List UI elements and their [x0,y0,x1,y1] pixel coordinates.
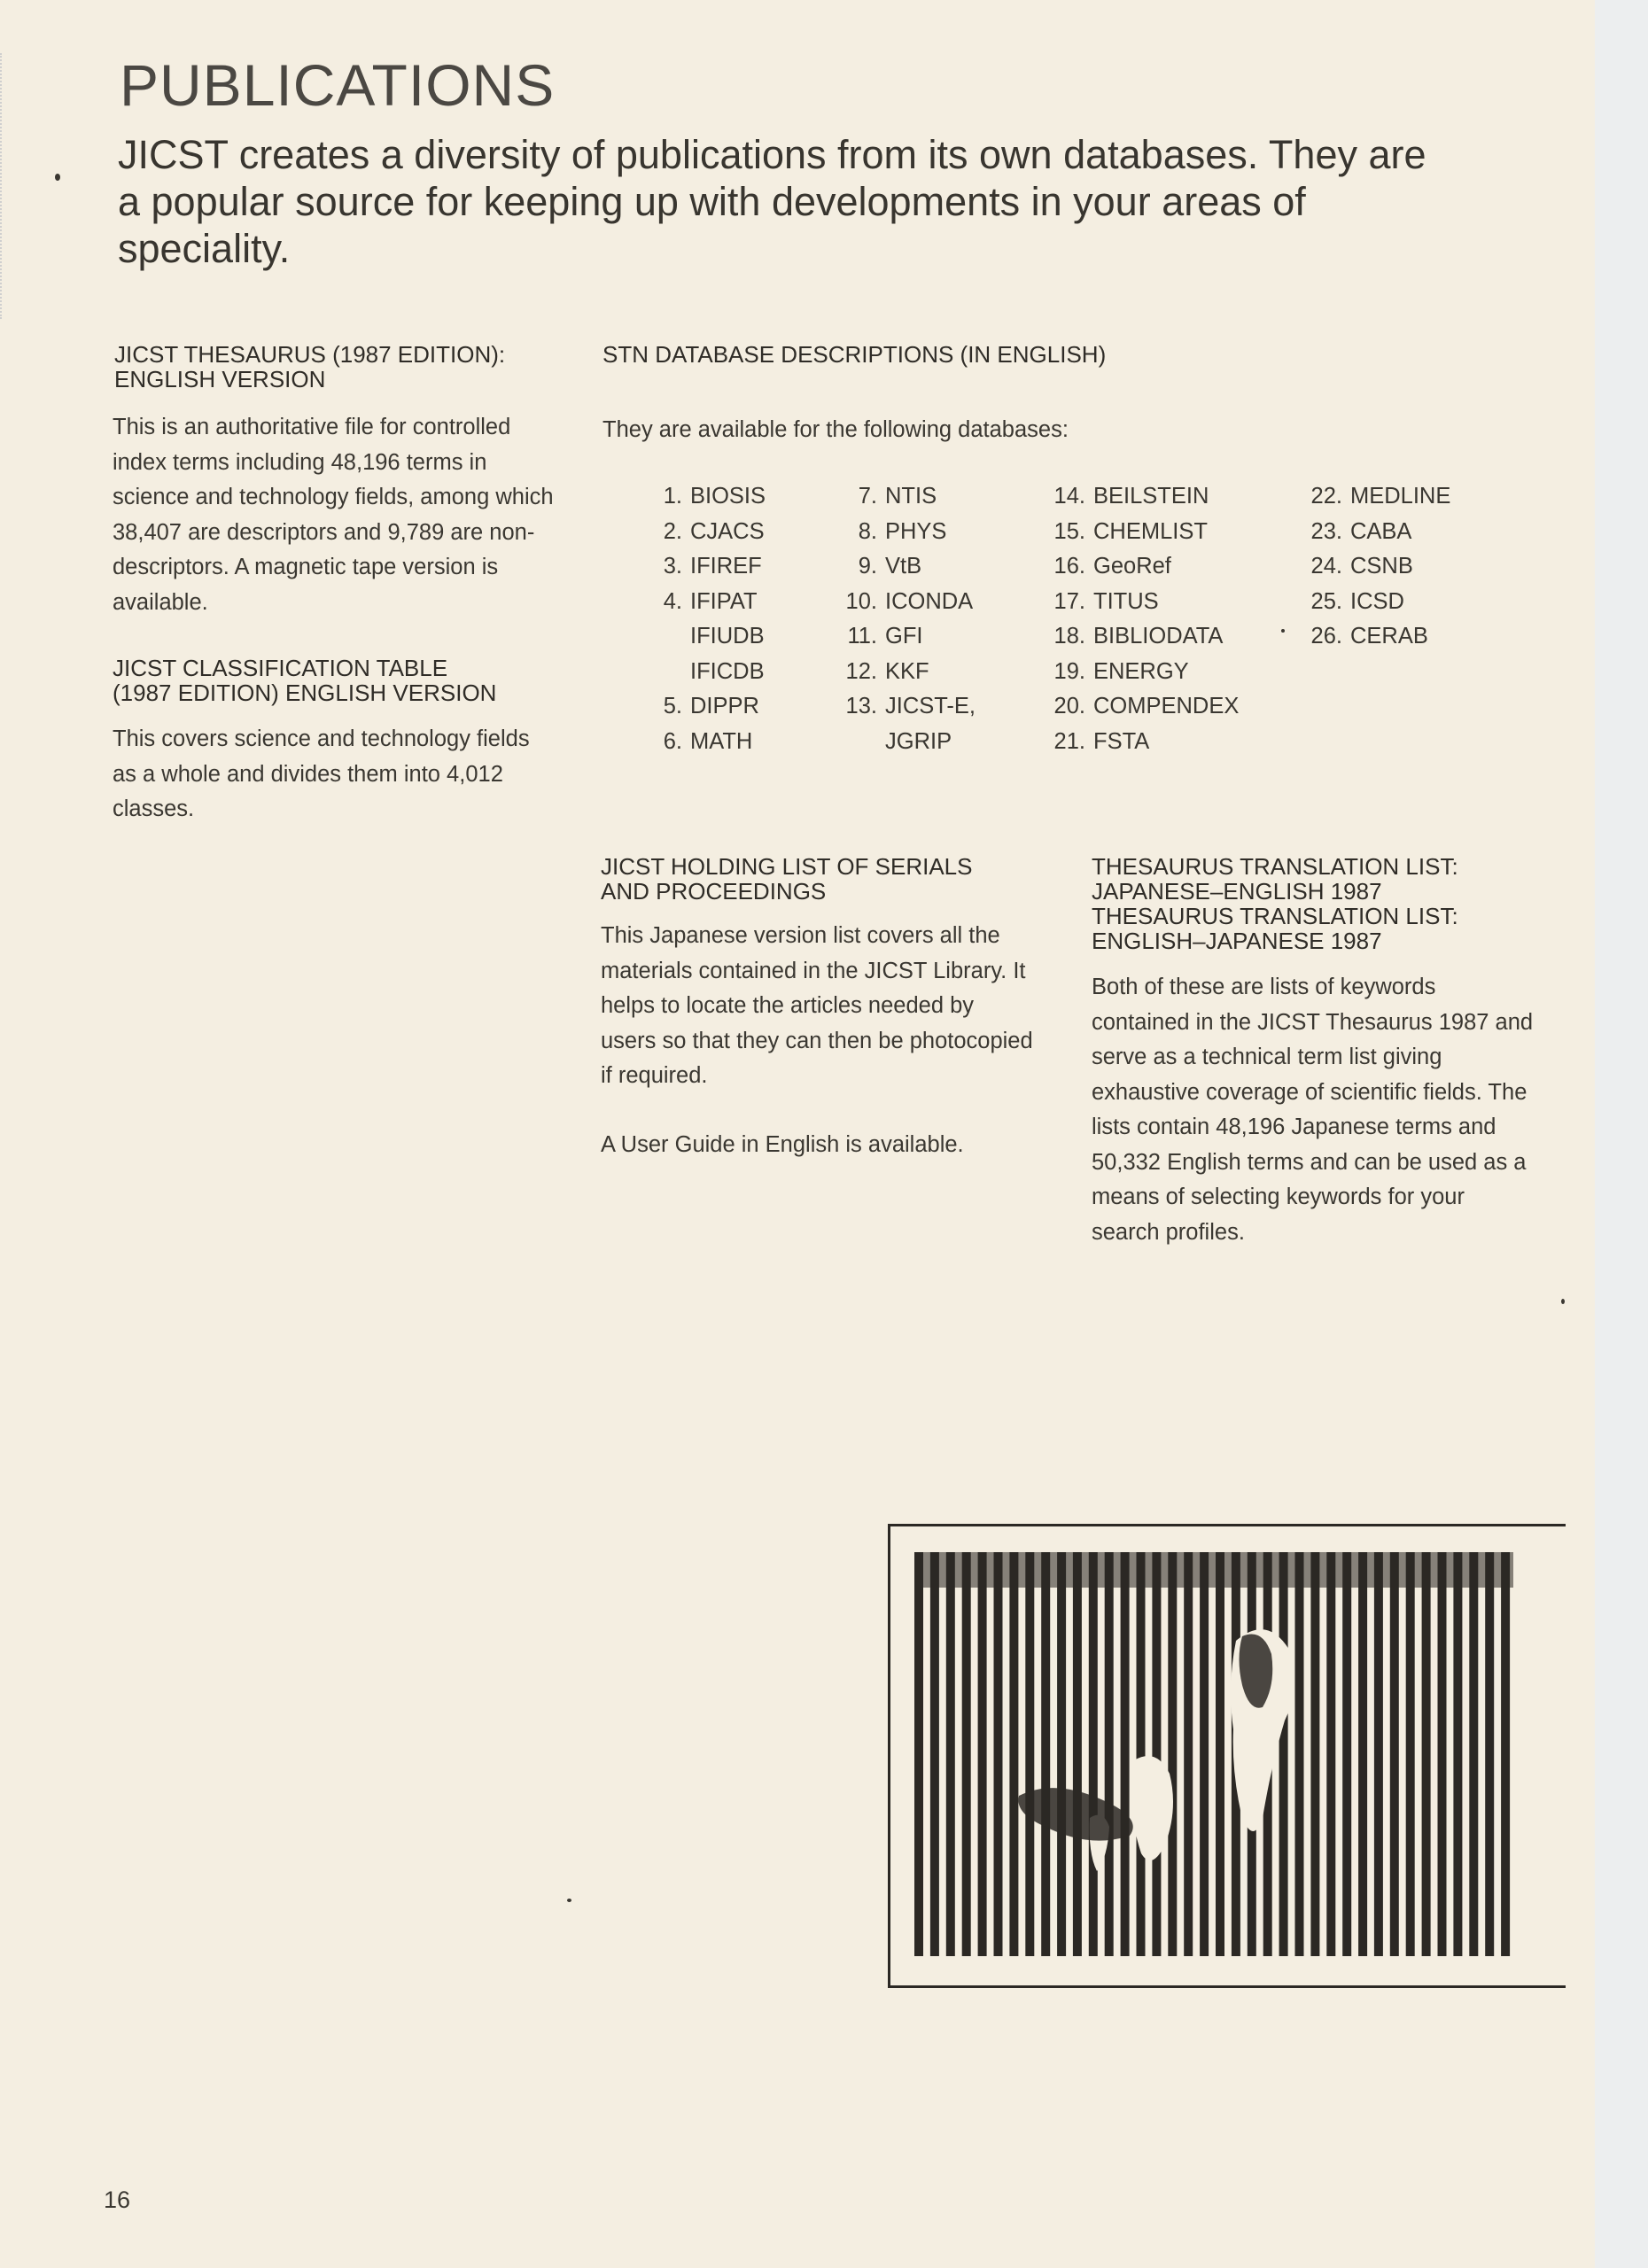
database-number: 21. [1053,728,1085,754]
database-name: COMPENDEX [1093,694,1240,718]
database-number: 15. [1053,518,1085,544]
database-item [647,479,766,515]
database-name: IFIPAT [690,588,758,614]
translation-heading-line4: ENGLISH–JAPANESE 1987 [1092,928,1382,954]
binding-edge [0,53,11,319]
database-name: IFIREF [690,554,762,579]
artwork-stripe [962,1552,971,1956]
page-number: 16 [104,2186,131,2213]
database-name: FSTA [1093,728,1150,754]
database-name: MATH [690,728,753,754]
database-item [1041,725,1239,760]
translation-heading-line2: JAPANESE–ENGLISH 1987 [1092,878,1382,905]
database-name: IFIUDB [690,624,765,649]
database-item [647,619,766,655]
holding-heading-line1: JICST HOLDING LIST OF SERIALS [601,853,973,880]
artwork-stripe [1438,1552,1447,1956]
database-name: CABA [1350,518,1412,544]
database-item [833,619,976,655]
artwork-stripe [1422,1552,1431,1956]
database-number: 18. [1053,624,1085,649]
database-number: 20. [1053,694,1085,718]
artwork-stripe [1009,1552,1018,1956]
database-item [1298,585,1450,620]
page-title: PUBLICATIONS [120,52,556,118]
database-name: ICSD [1350,588,1404,614]
database-item [833,479,976,515]
artwork-stripe [1374,1552,1383,1956]
database-number: 6. [663,728,682,754]
database-number: 24. [1310,554,1342,579]
database-number: 4. [663,588,682,614]
database-name: GFI [885,624,923,649]
database-number: 13. [845,694,877,718]
database-number: 16. [1053,554,1085,579]
database-number: 2. [663,518,682,544]
intro-paragraph: JICST creates a diversity of publications from its own databases. They are a popular source for keeping up with developments in your areas of speciality. [118,132,1426,271]
database-number: 1. [663,484,682,509]
database-name: CSNB [1350,554,1413,579]
database-number: 11. [847,624,877,649]
database-number: 26. [1310,624,1342,649]
artwork-stripe [1501,1552,1510,1956]
database-item [833,655,976,690]
artwork-stripe [1073,1552,1082,1956]
artwork-stripe [1105,1552,1114,1956]
artwork-stripe [1485,1552,1494,1956]
database-name: PHYS [885,518,947,544]
artwork-stripe [1184,1552,1193,1956]
translation-heading [1092,854,1458,953]
database-item [1298,515,1450,550]
database-item [833,725,976,760]
database-column-3 [1041,479,1239,759]
translation-heading-line1: THESAURUS TRANSLATION LIST: [1092,853,1458,880]
database-item [1041,655,1239,690]
classification-body: This covers science and technology fields as a whole and divides them into 4,012 classes. [113,726,530,821]
database-column-2 [833,479,976,759]
database-name: VtB [885,554,922,579]
artwork-stripe [1200,1552,1209,1956]
thesaurus-heading-line1: JICST THESAURUS (1987 EDITION): [114,341,506,368]
database-item [1041,549,1239,585]
artwork-stripe [1406,1552,1415,1956]
database-number: 17. [1053,588,1085,614]
artwork-stripe [1390,1552,1399,1956]
database-item [1041,479,1239,515]
artwork-stripe [1089,1552,1098,1956]
database-column-1 [647,479,766,759]
artwork-stripe [1025,1552,1034,1956]
classification-heading-line2: (1987 EDITION) ENGLISH VERSION [113,680,497,706]
scan-speck [1561,1299,1565,1304]
stn-heading: STN DATABASE DESCRIPTIONS (IN ENGLISH) [602,341,1107,368]
database-number: 23. [1310,518,1342,544]
database-item [647,585,766,620]
database-name: NTIS [885,484,937,509]
database-number: 14. [1053,484,1085,509]
thesaurus-body: This is an authoritative file for controlled index terms including 48,196 terms in science and technology fields, among which 38,407 are descriptors and 9,789 are non-descriptors. A magnetic tape version is available. [113,415,554,615]
database-name: JGRIP [885,728,952,754]
database-name: MEDLINE [1350,484,1451,509]
database-name: DIPPR [690,694,759,718]
database-item [833,689,976,725]
database-name: IFICDB [690,658,765,684]
database-item [1298,619,1450,655]
database-number: 3. [663,554,682,579]
database-number: 7. [858,484,877,509]
database-number: 19. [1053,658,1085,684]
artwork-stripe [1216,1552,1224,1956]
database-name: CHEMLIST [1093,518,1208,544]
translation-body: Both of these are lists of keywords contained in the JICST Thesaurus 1987 and serve as a technical term list giving exhaustive coverage of scientific fields. The lists contain 48,196 Japanese terms and 50,332 English terms and can be used as a means of selecting keywords for your search profiles. [1092,975,1534,1245]
holding-note: A User Guide in English is available. [601,1132,964,1157]
database-item [647,549,766,585]
database-number: 8. [858,518,877,544]
thesaurus-heading-line2: ENGLISH VERSION [114,366,326,392]
artwork-leaf [1018,1788,1132,1841]
scan-speck [567,1899,571,1902]
artwork-stripe [1469,1552,1478,1956]
database-item [1041,689,1239,725]
striped-pattern-artwork-icon [913,1552,1515,1956]
thesaurus-heading [114,342,505,392]
holding-heading [601,854,972,904]
database-name: TITUS [1093,588,1159,614]
database-number: 25. [1310,588,1342,614]
database-item [833,585,976,620]
artwork-stripe [1326,1552,1335,1956]
classification-heading-line1: JICST CLASSIFICATION TABLE [113,655,448,681]
database-name: CJACS [690,518,765,544]
artwork-stripe [1453,1552,1462,1956]
artwork-stripe [1310,1552,1319,1956]
database-item [1041,585,1239,620]
artwork-stripe [1295,1552,1304,1956]
database-name: GeoRef [1093,554,1171,579]
artwork-stripe [994,1552,1003,1956]
database-item [833,549,976,585]
database-column-4 [1298,479,1450,655]
database-name: BIBLIODATA [1093,624,1224,649]
database-name: BEILSTEIN [1093,484,1209,509]
database-item [1298,549,1450,585]
holding-body: This Japanese version list covers all the materials contained in the JICST Library. It helps to locate the articles needed by users so that they can then be photocopied if required. [601,923,1033,1088]
database-name: BIOSIS [690,484,766,509]
scan-page-edge [1595,0,1648,2268]
database-name: CERAB [1350,624,1428,649]
database-name: ICONDA [885,588,974,614]
database-name: JICST-E, [885,694,976,718]
artwork-stripe [1041,1552,1050,1956]
database-number: 22. [1310,484,1342,509]
database-item [647,689,766,725]
database-name: ENERGY [1093,658,1189,684]
artwork-stripe [1137,1552,1146,1956]
artwork-stripe [1168,1552,1177,1956]
database-number: 5. [663,694,682,718]
artwork-stripe [914,1552,923,1956]
scan-speck [55,174,60,181]
artwork-stripe [1121,1552,1130,1956]
translation-heading-line3: THESAURUS TRANSLATION LIST: [1092,903,1458,929]
artwork-stripe [1279,1552,1288,1956]
artwork-stripe [1342,1552,1351,1956]
database-item [1041,515,1239,550]
database-number: 9. [858,554,877,579]
artwork-stripe [930,1552,939,1956]
stn-intro: They are available for the following databases: [602,417,1069,442]
scan-speck [1281,629,1285,633]
database-number: 12. [845,658,877,684]
database-name: KKF [885,658,929,684]
holding-heading-line2: AND PROCEEDINGS [601,878,827,905]
database-item [833,515,976,550]
artwork-stripe [1152,1552,1161,1956]
artwork-stripe [946,1552,955,1956]
database-item [1298,479,1450,515]
database-item [647,515,766,550]
artwork-stripe [978,1552,987,1956]
artwork-stripe [1057,1552,1066,1956]
artwork-stripe [1358,1552,1367,1956]
database-number: 10. [845,588,877,614]
database-item [647,725,766,760]
database-item [1041,619,1239,655]
classification-heading [113,656,496,705]
database-item [647,655,766,690]
